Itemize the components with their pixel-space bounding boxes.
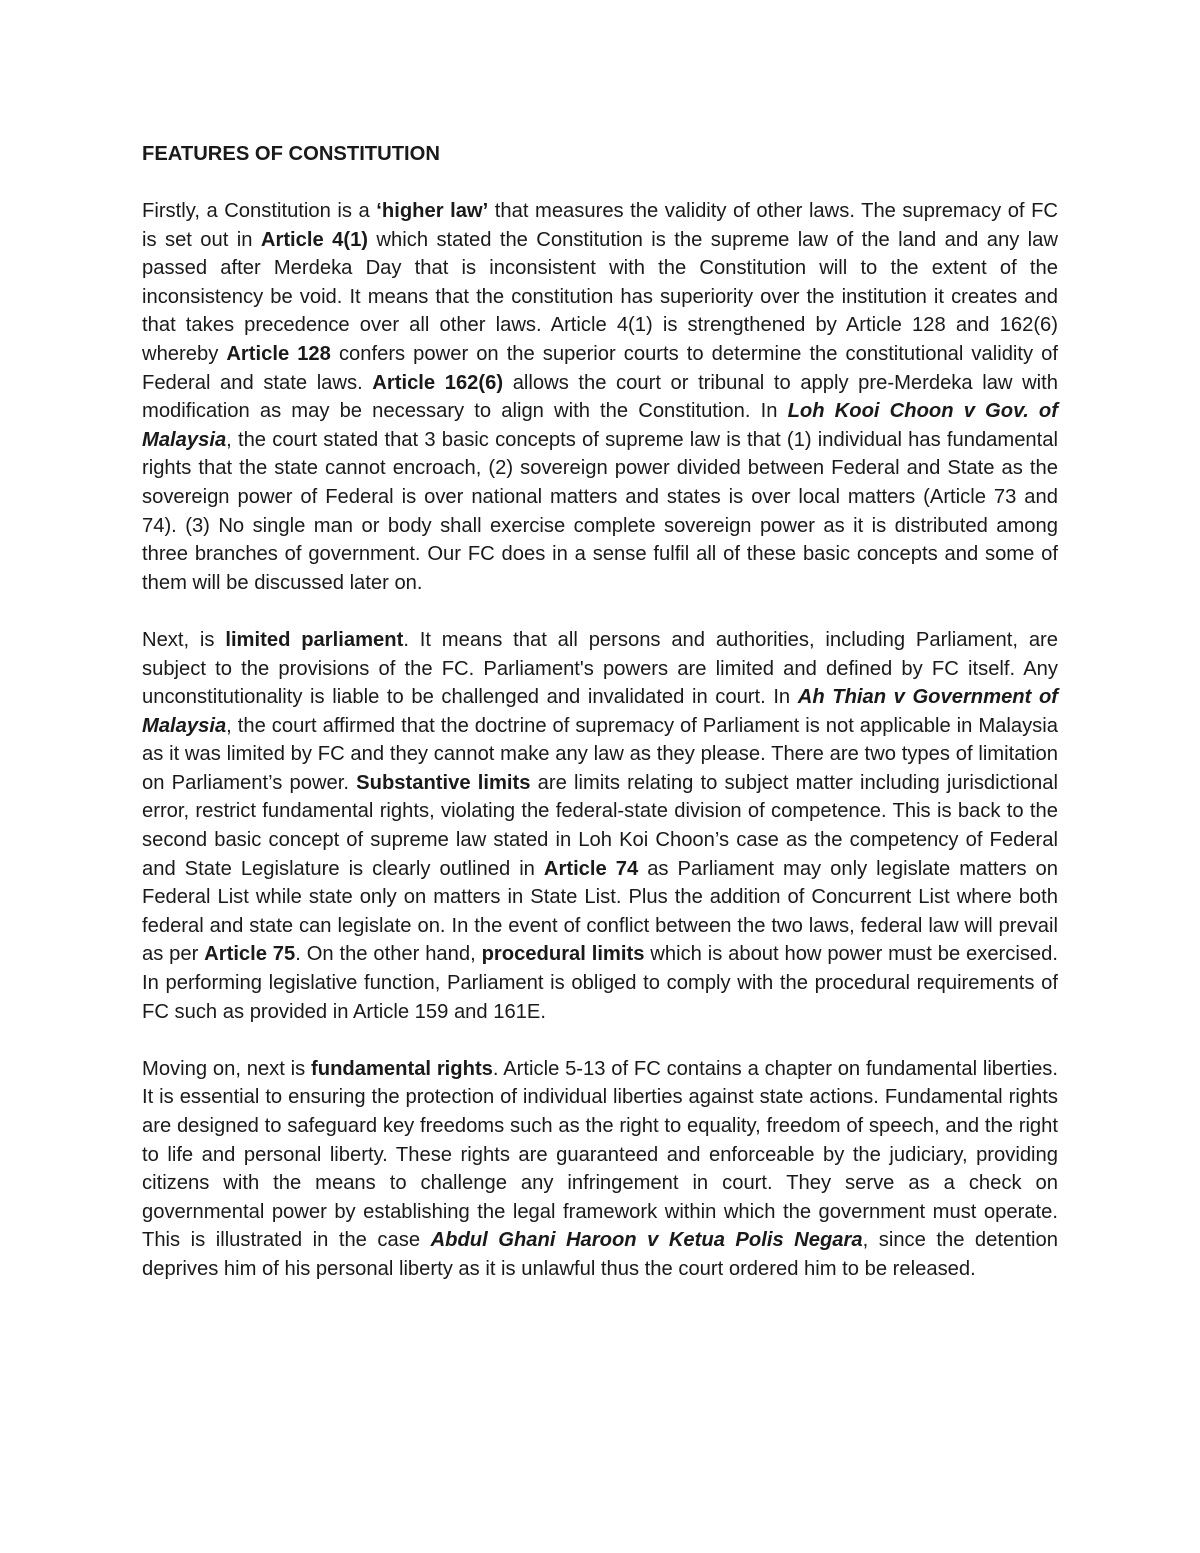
document-title: FEATURES OF CONSTITUTION <box>142 143 440 165</box>
paragraph-text: allows the court or tribunal to apply pre-Merdeka law with modification as may be necessary to align with the Constitution. In <box>142 371 1059 423</box>
body-paragraph <box>142 197 1058 597</box>
emphasized-term: Article 75 <box>204 943 296 966</box>
body-paragraph <box>142 1055 1058 1284</box>
paragraph-text: , since the detention deprives him of his personal liberty as it is unlawful thus the court ordered him to be released. <box>142 1229 1058 1280</box>
emphasized-term: Article 128 <box>226 342 331 365</box>
paragraph-text: Next, is <box>142 628 226 651</box>
body-paragraph <box>142 626 1058 1026</box>
document-page <box>142 140 1058 1312</box>
paragraph-text: . It means that all persons and authorities, including Parliament, are subject to the provisions of the FC. Parliament's powers are limited and defined by FC itself. Any unconstitutionality is liable to be challenged and invalidated in court. In <box>142 628 1058 709</box>
case-citation: Abdul Ghani Haroon v Ketua Polis Negara <box>430 1229 863 1252</box>
paragraph-text: that measures the validity of other laws. The supremacy of FC is set out in <box>142 200 1058 251</box>
paragraph-text: confers power on the superior courts to determine the constitutional validity of Federal and state laws. <box>142 342 1058 394</box>
emphasized-term: Article 162(6) <box>372 371 504 394</box>
emphasized-term: Substantive limits <box>356 771 531 794</box>
emphasized-term: fundamental rights <box>311 1057 493 1080</box>
paragraph-text: Moving on, next is <box>142 1057 312 1080</box>
emphasized-term: Article 4(1) <box>260 228 369 251</box>
paragraph-text: Firstly, a Constitution is a <box>142 200 377 222</box>
paragraph-text: . Article 5-13 of FC contains a chapter on fundamental liberties. It is essential to ensuring the protection of individual liberties against state actions. Fundamental rights are designed to safeguard key freedoms such as the right to equality, freedom of speech, and the right to life and personal liberty. These rights are guaranteed and enforceable by the judiciary, providing citizens with the means to challenge any infringement in court. They serve as a check on governmental power by establishing the legal framework within which the government must operate. This is illustrated in the case <box>142 1057 1059 1252</box>
paragraph-text: which stated the Constitution is the supreme law of the land and any law passed after Merdeka Day that is inconsistent with the Constitution will to the extent of the inconsistency be void. It means that the constitution has superiority over the institution it creates and that takes precedence over all other laws. Article 4(1) is strengthened by Article 128 and 162(6) whereby <box>142 228 1058 365</box>
paragraph-text: . On the other hand, <box>295 943 482 966</box>
emphasized-term: ‘higher law’ <box>376 200 489 222</box>
paragraph-text: , the court stated that 3 basic concepts of supreme law is that (1) individual has fundamental rights that the state cannot encroach, (2) sovereign power divided between Federal and State as the sovereign power of Federal is over national matters and states is over local matters (Article 73 and 74). (3) No single man or body shall exercise complete sovereign power as it is distributed among three branches of government. Our FC does in a sense fulfil all of these basic concepts and some of them will be discussed later on. <box>142 428 1058 594</box>
paragraph-text: are limits relating to subject matter including jurisdictional error, restrict fundamental rights, violating the federal-state division of competence. This is back to the second basic concept of supreme law stated in Loh Koi Choon’s case as the competency of Federal and State Legislature is clearly outlined in <box>142 771 1058 880</box>
paragraph-text: , the court affirmed that the doctrine of supremacy of Parliament is not applicable in Malaysia as it was limited by FC and they cannot make any law as they please. There are two types of limitation on Parliament’s power. <box>142 714 1058 794</box>
document-body <box>142 197 1058 1284</box>
emphasized-term: Article 74 <box>543 857 639 880</box>
emphasized-term: limited parliament <box>225 628 404 651</box>
case-citation: Loh Kooi Choon v Gov. of Malaysia <box>142 400 1058 451</box>
paragraph-text: which is about how power must be exercised. In performing legislative function, Parliament is obliged to comply with the procedural requirements of FC such as provided in Article 159 and 161E. <box>142 943 1058 1023</box>
case-citation: Ah Thian v Government of Malaysia <box>142 686 1058 737</box>
paragraph-text: as Parliament may only legislate matters on Federal List while state only on matters in State List. Plus the addition of Concurrent List where both federal and state can legislate on. In the event of conflict between the two laws, federal law will prevail as per <box>142 857 1058 966</box>
emphasized-term: procedural limits <box>481 943 645 966</box>
